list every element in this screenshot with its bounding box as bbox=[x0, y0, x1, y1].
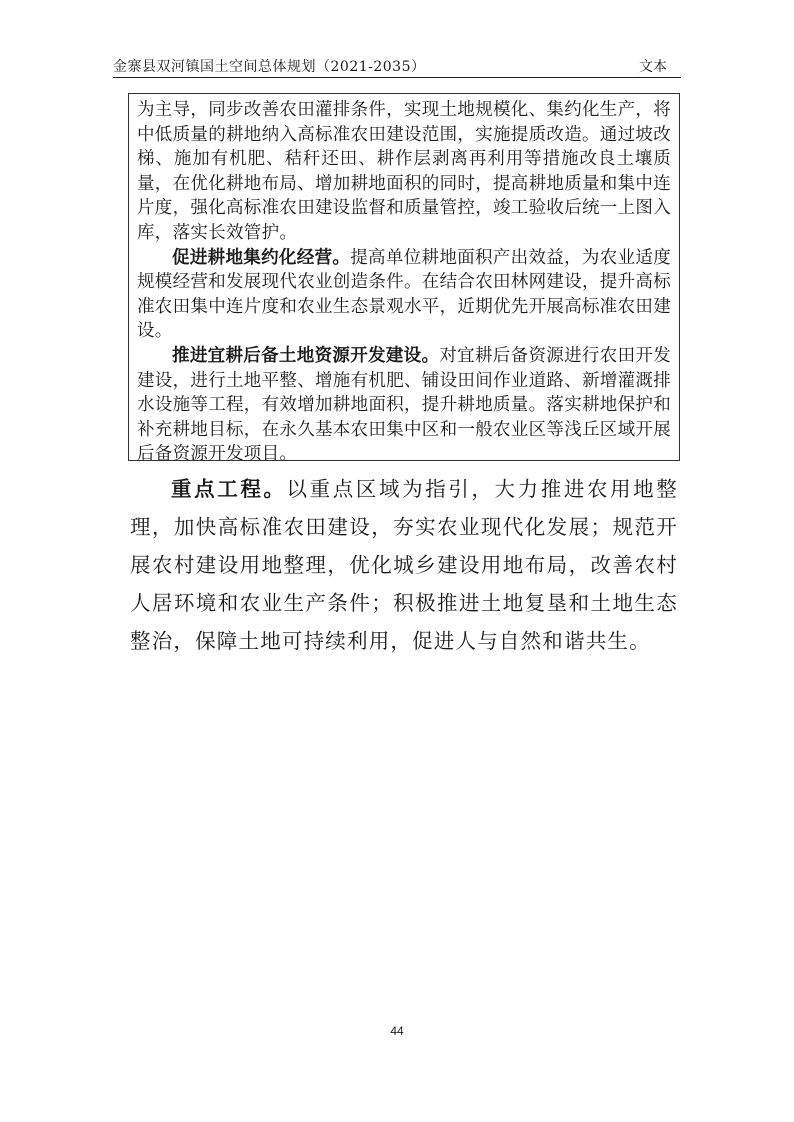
box-paragraph-intensive-management bbox=[137, 246, 671, 344]
document-title: 金寨县双河镇国土空间总体规划（2021-2035） bbox=[113, 59, 426, 75]
paragraph-heading: 重点工程。 bbox=[171, 477, 287, 501]
key-projects-paragraph bbox=[130, 470, 678, 660]
boxed-text-panel bbox=[128, 93, 680, 465]
paragraph-heading: 推进宜耕后备土地资源开发建设。 bbox=[172, 345, 440, 366]
paragraph-text: 对宜耕后备资源进行农田开发建设，进行土地平整、增施有机肥、铺设田间作业道路、新增灌溉排水设施等工程，有效增加耕地面积，提升耕地质量。落实耕地保护和补充耕地目标，在永久基本农田集中区和一般农业区等浅丘区域开展后备资源开发项目。 bbox=[137, 345, 672, 465]
page-number: 44 bbox=[390, 1024, 404, 1038]
box-paragraph-continued: 为主导，同步改善农田灌排条件，实现土地规模化、集约化生产，将中低质量的耕地纳入高标准农田建设范围，实施提质改造。通过坡改梯、施加有机肥、秸秆还田、耕作层剥离再利用等措施改良土壤质量，在优化耕地布局、增加耕地面积的同时，提高耕地质量和集中连片度，强化高标准农田建设监督和质量管控，竣工验收后统一上图入库，落实长效管护。 bbox=[137, 100, 671, 243]
header-divider bbox=[113, 77, 681, 78]
paragraph-text: 提高单位耕地面积产出效益，为农业适度规模经营和发展现代农业创造条件。在结合农田林网建设，提升高标准农田集中连片度和农业生态景观水平，近期优先开展高标准农田建设。 bbox=[137, 247, 672, 342]
document-type-label: 文本 bbox=[639, 59, 667, 75]
page-header bbox=[113, 52, 681, 78]
paragraph-heading: 促进耕地集约化经营。 bbox=[172, 247, 351, 268]
box-paragraph-reserve-resources bbox=[137, 344, 671, 467]
paragraph-text: 以重点区域为指引，大力推进农用地整理，加快高标准农田建设，夯实农业现代化发展；规范开展农村建设用地整理，优化城乡建设用地布局，改善农村人居环境和农业生产条件；积极推进土地复垦和土地生态整治，保障土地可持续利用，促进人与自然和谐共生。 bbox=[130, 477, 678, 653]
